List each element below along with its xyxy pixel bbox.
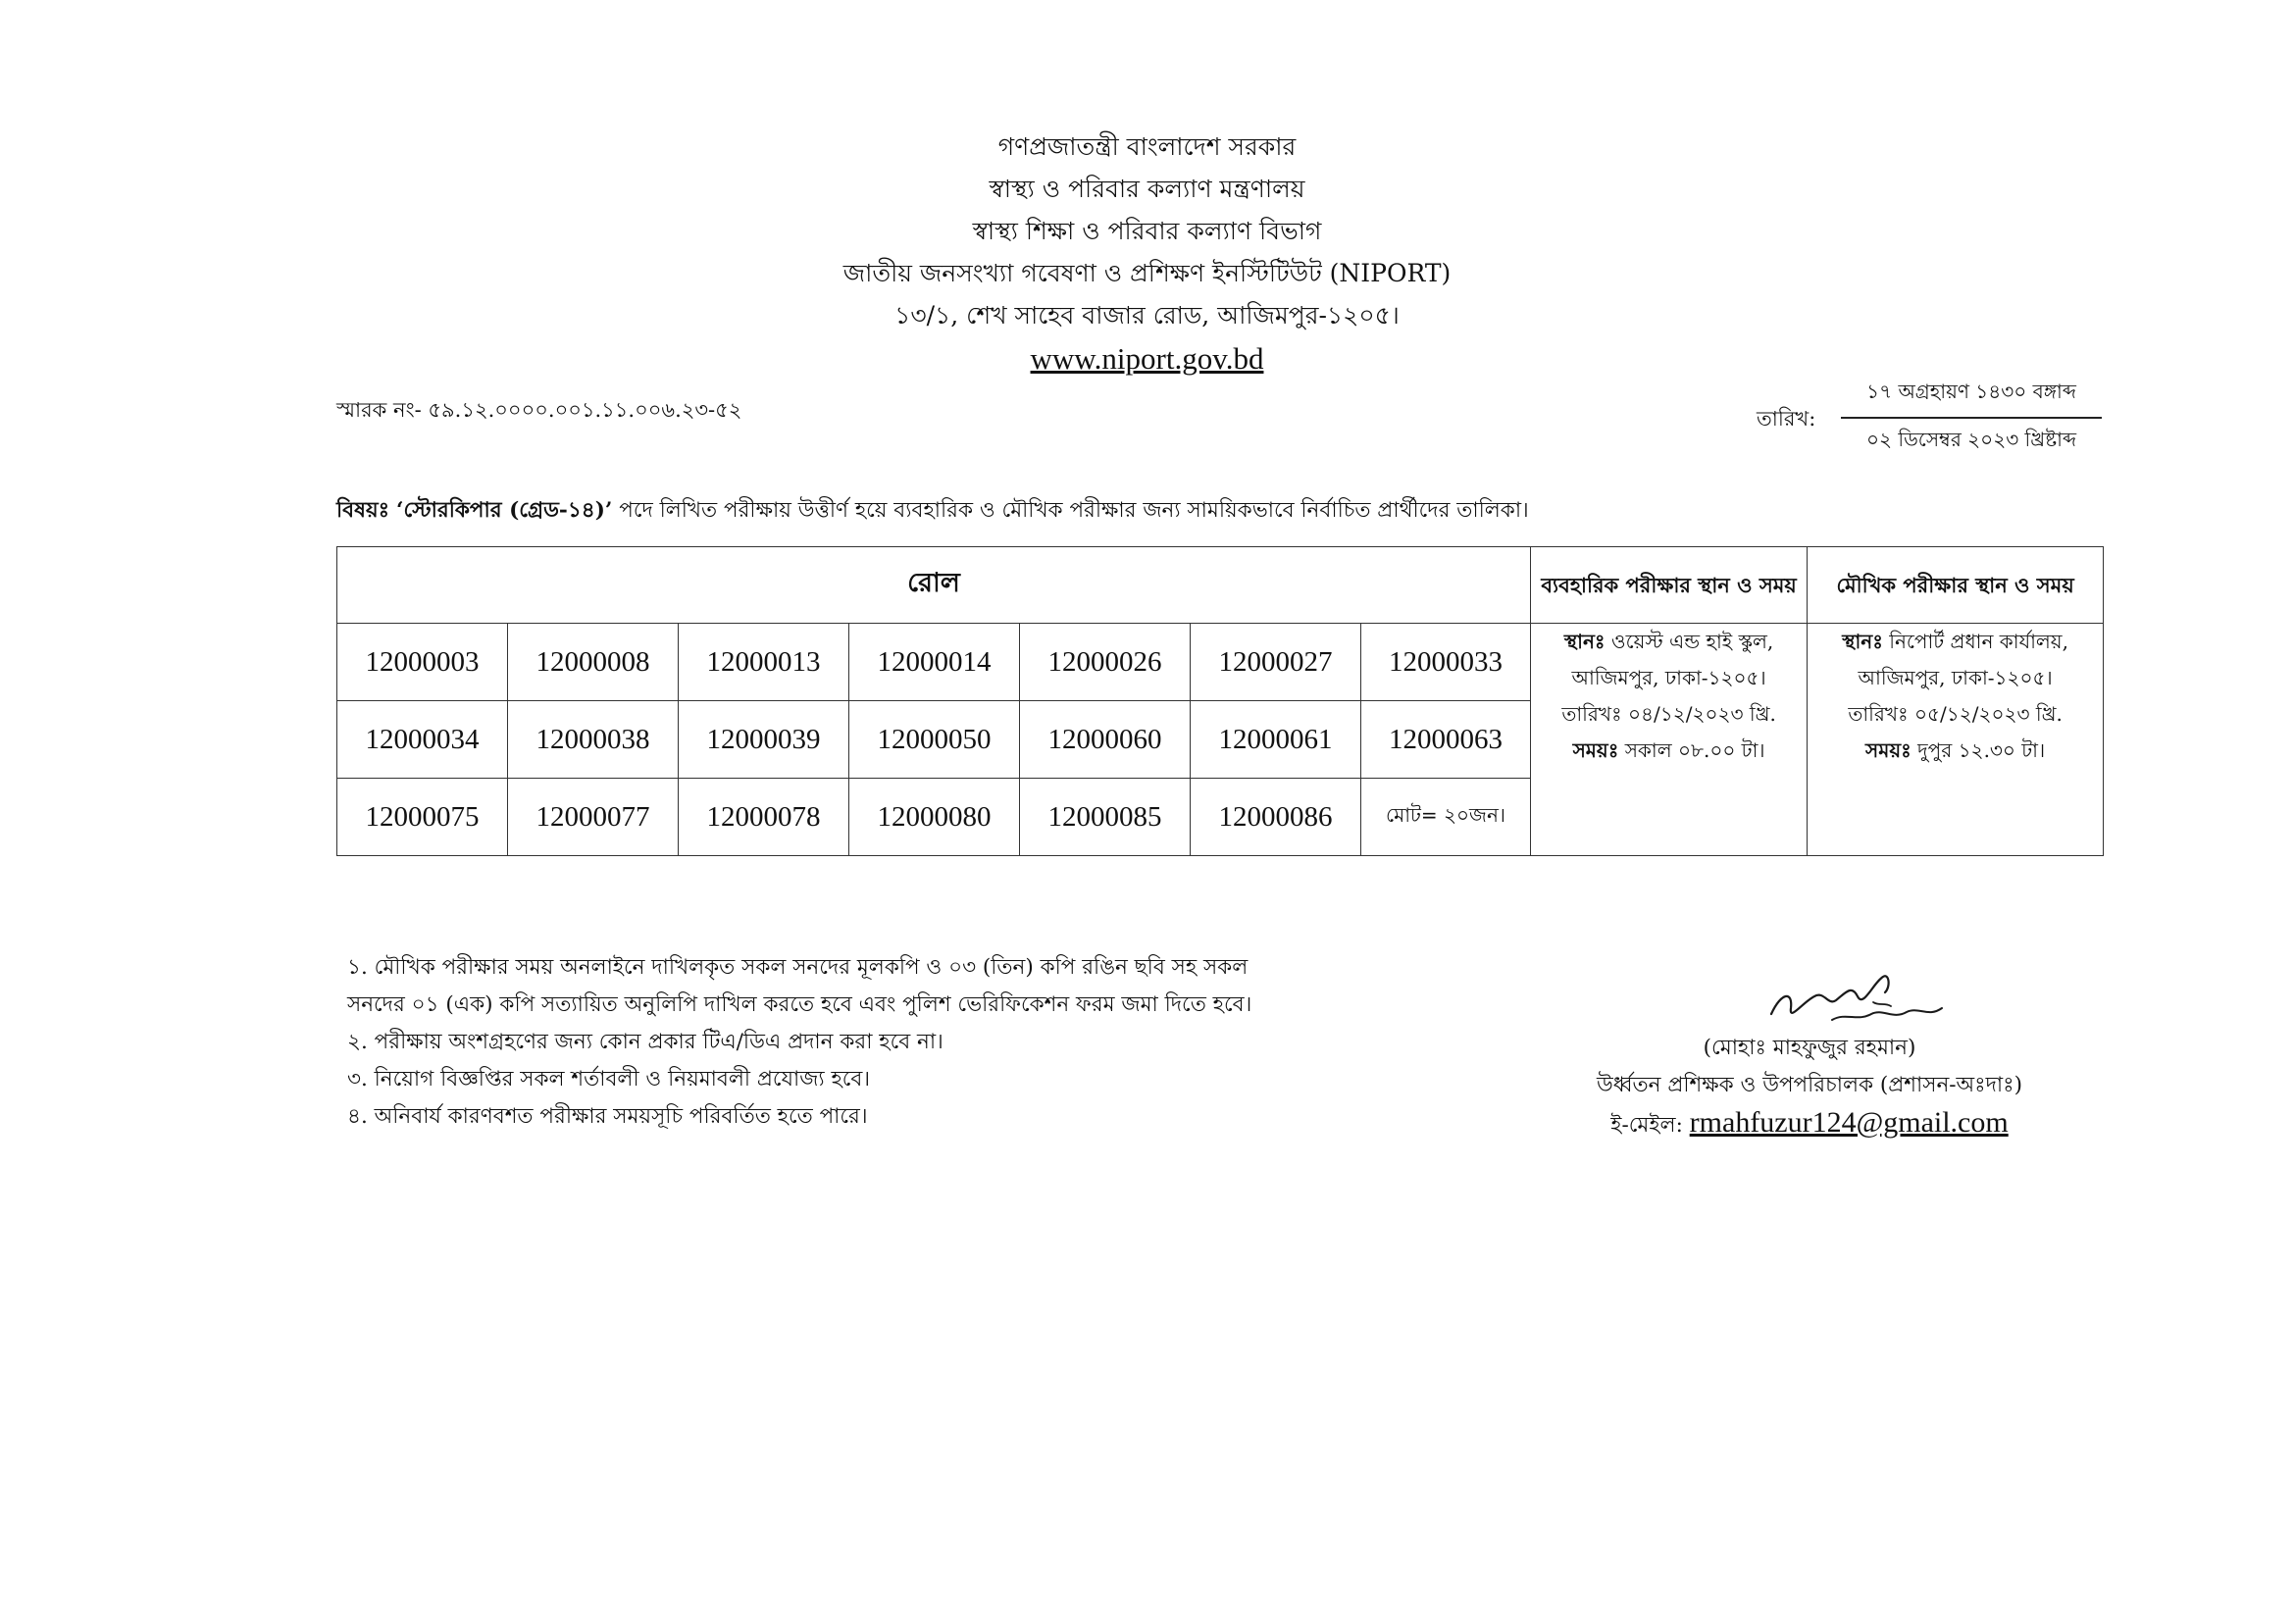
viva-time: দুপুর ১২.৩০ টা। [1917,738,2046,762]
signatory-email-line [1550,1104,2069,1144]
email-label: ই-মেইল: [1610,1113,1683,1138]
notes-list [347,949,1251,1136]
handwritten-signature [1763,963,1950,1032]
roll-cell: 12000080 [849,779,1020,856]
note-item: ৩. নিয়োগ বিজ্ঞপ্তির সকল শর্তাবলী ও নিয়মাবলী প্রযোজ্য হবে। [347,1067,871,1091]
website-link[interactable]: www.niport.gov.bd [1030,341,1264,376]
practical-time-label: সময়ঃ [1572,738,1619,762]
institute-address: ১৩/১, শেখ সাহেব বাজার রোড, আজিমপুর-১২০৫। [894,301,1400,330]
roll-cell: 12000033 [1361,624,1531,701]
date-label: তারিখ: [1757,407,1816,431]
viva-place-label: স্থানঃ [1842,630,1883,653]
roll-cell: 12000086 [1191,779,1361,856]
roll-cell: 12000060 [1020,701,1191,779]
practical-venue [1531,624,1808,856]
viva-date: তারিখঃ ০৫/১২/২০২৩ খ্রি. [1848,702,2063,726]
subject-post: ‘স্টোরকিপার (গ্রেড-১৪)’ [395,498,613,523]
viva-header: মৌখিক পরীক্ষার স্থান ও সময় [1808,547,2104,624]
practical-header: ব্যবহারিক পরীক্ষার স্থান ও সময় [1531,547,1808,624]
subject-text: পদে লিখিত পরীক্ষায় উত্তীর্ণ হয়ে ব্যবহারিক ও মৌখিক পরীক্ষার জন্য সাময়িকভাবে নির্বাচিত প্রার্থীদের তালিকা। [619,498,1529,523]
government-name: গণপ্রজাতন্ত্রী বাংলাদেশ সরকার [997,132,1297,161]
roll-cell: 12000077 [508,779,679,856]
roll-cell: 12000063 [1361,701,1531,779]
roll-cell: 12000014 [849,624,1020,701]
roll-cell: 12000038 [508,701,679,779]
roll-cell: 12000078 [679,779,849,856]
division-name: স্বাস্থ্য শিক্ষা ও পরিবার কল্যাণ বিভাগ [972,217,1322,245]
roll-cell: 12000034 [337,701,508,779]
note-item: ১. মৌখিক পরীক্ষার সময় অনলাইনে দাখিলকৃত সকল সনদের মূলকপি ও ০৩ (তিন) কপি রঙিন ছবি সহ সকল [347,955,1249,980]
practical-place-label: স্থানঃ [1563,630,1606,653]
date-bangla: ১৭ অগ্রহায়ণ ১৪৩০ বঙ্গাব্দ [1841,378,2102,419]
viva-area: আজিমপুর, ঢাকা-১২০৫। [1858,666,2053,689]
table-row [337,624,2104,701]
viva-place: নিপোর্ট প্রধান কার্যালয়, [1889,630,2068,653]
ministry-name: স্বাস্থ্য ও পরিবার কল্যাণ মন্ত্রণালয় [989,175,1305,203]
note-item: ২. পরীক্ষায় অংশগ্রহণের জন্য কোন প্রকার টিএ/ডিএ প্রদান করা হবে না। [347,1030,943,1054]
practical-place: ওয়েস্ট এন্ড হাই স্কুল, [1610,630,1774,653]
roll-table [336,546,2104,856]
roll-cell: 12000003 [337,624,508,701]
email-link[interactable]: rmahfuzur124@gmail.com [1689,1106,2009,1139]
roll-cell: 12000050 [849,701,1020,779]
roll-cell: 12000061 [1191,701,1361,779]
roll-cell: 12000008 [508,624,679,701]
signatory-name: (মোহাঃ মাহফুজুর রহমান) [1703,1036,1916,1060]
date-block [1841,378,2102,458]
roll-cell: 12000085 [1020,779,1191,856]
roll-cell: 12000026 [1020,624,1191,701]
practical-time: সকাল ০৮.০০ টা। [1624,738,1765,762]
letterhead [0,126,2294,381]
note-item: সনদের ০১ (এক) কপি সত্যায়িত অনুলিপি দাখিল করতে হবে এবং পুলিশ ভেরিফিকেশন ফরম জমা দিতে হবে। [347,992,1252,1017]
roll-cell: 12000027 [1191,624,1361,701]
institute-name: জাতীয় জনসংখ্যা গবেষণা ও প্রশিক্ষণ ইনস্টিটিউট (NIPORT) [842,259,1452,287]
signatory-designation: উর্ধ্বতন প্রশিক্ষক ও উপপরিচালক (প্রশাসন-অঃদাঃ) [1596,1073,2023,1097]
viva-venue [1808,624,2104,856]
roll-cell: 12000039 [679,701,849,779]
practical-area: আজিমপুর, ঢাকা-১২০৫। [1571,666,1766,689]
practical-date: তারিখঃ ০৪/১২/২০২৩ খ্রি. [1561,702,1776,726]
total-count: মোট= ২০জন। [1361,779,1531,856]
roll-cell: 12000013 [679,624,849,701]
roll-cell: 12000075 [337,779,508,856]
roll-header: রোল [337,547,1531,624]
memo-number: স্মারক নং- ৫৯.১২.০০০০.০০১.১১.০০৬.২৩-৫২ [336,398,742,422]
subject-label: বিষয়ঃ [336,498,390,523]
subject-line [336,494,1529,530]
note-item: ৪. অনিবার্য কারণবশত পরীক্ষার সময়সূচি পরিবর্তিত হতে পারে। [347,1104,868,1129]
viva-time-label: সময়ঃ [1865,738,1912,762]
date-gregorian: ০২ ডিসেম্বর ২০২৩ খ্রিষ্টাব্দ [1865,428,2076,451]
signature-block [1550,1030,2069,1144]
